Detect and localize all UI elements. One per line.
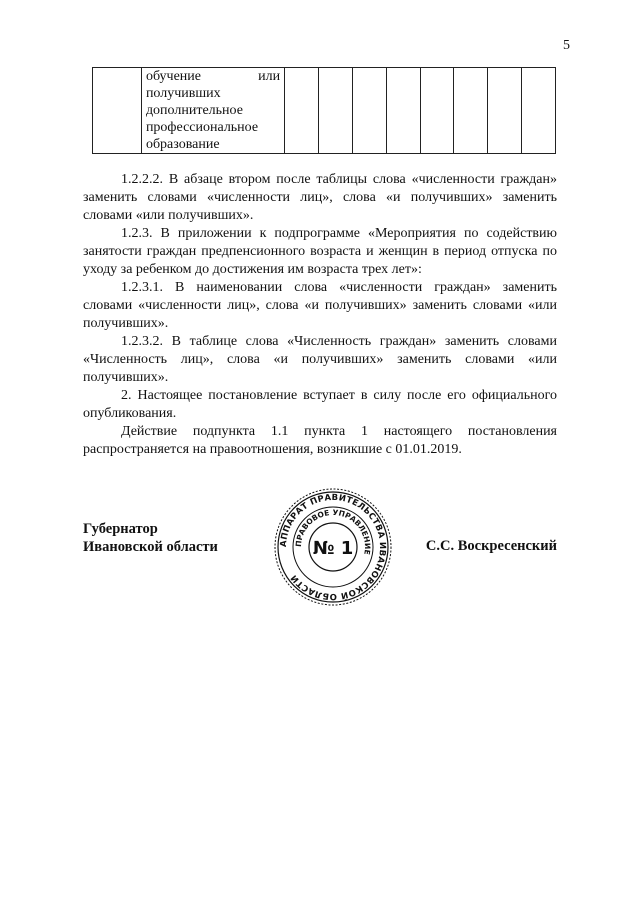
table-fragment [92,67,556,154]
signatory-title [83,520,218,556]
signatory-title-line: Губернатор [83,521,158,537]
table-cell-empty [454,68,488,154]
seal-outer-text: АППАРАТ ПРАВИТЕЛЬСТВА ИВАНОВСКОЙ ОБЛАСТИ [278,492,388,602]
table-cell-empty [522,68,556,154]
table-row [93,68,556,154]
table-cell-empty [352,68,386,154]
paragraph-1-2-2-2: 1.2.2.2. В абзаце втором после таблицы слова «численности граждан» заменить словами «численности лиц», слова «и получивших» заменить словами «или получивших». [83,172,557,223]
cell-line: обучение или [145,69,281,84]
cell-line: дополнительное [145,103,243,118]
seal-inner-text: ПРАВОВОЕ УПРАВЛЕНИЕ [293,507,373,556]
cell-line: образование [145,137,220,152]
table-cell-empty [93,68,142,154]
signatory-title-line: Ивановской области [83,539,218,555]
official-seal-stamp [273,487,393,607]
page-number: 5 [563,38,570,53]
table-cell-empty [488,68,522,154]
paragraph-1-2-3-1: 1.2.3.1. В наименовании слова «численности граждан» заменить словами «численности лиц», слова «и получивших» заменить словами «или получивших». [83,280,557,331]
paragraph-1-2-3: 1.2.3. В приложении к подпрограмме «Мероприятия по содействию занятости граждан предпенсионного возраста и женщин в период отпуска по уходу за ребенком до достижения им возраста трех лет»: [83,226,557,277]
paragraph-1-2-3-2: 1.2.3.2. В таблице слова «Численность граждан» заменить словами «Численность лиц», слова «и получивших» заменить словами «или получивших». [83,334,557,385]
table-cell-description [141,68,284,154]
table-cell-empty [420,68,454,154]
paragraph-2: 2. Настоящее постановление вступает в силу после его официального опубликования. [83,388,557,421]
body-text [83,171,557,459]
table-cell-empty [318,68,352,154]
seal-number: № 1 [312,538,354,559]
cell-line: получивших [145,86,221,101]
table-cell-empty [386,68,420,154]
signatory-name: С.С. Воскресенский [425,538,557,554]
table-cell-empty [285,68,319,154]
cell-line: профессиональное [145,120,259,135]
paragraph-effect: Действие подпункта 1.1 пункта 1 настоящего постановления распространяется на правоотношения, возникшие с 01.01.2019. [83,424,557,457]
